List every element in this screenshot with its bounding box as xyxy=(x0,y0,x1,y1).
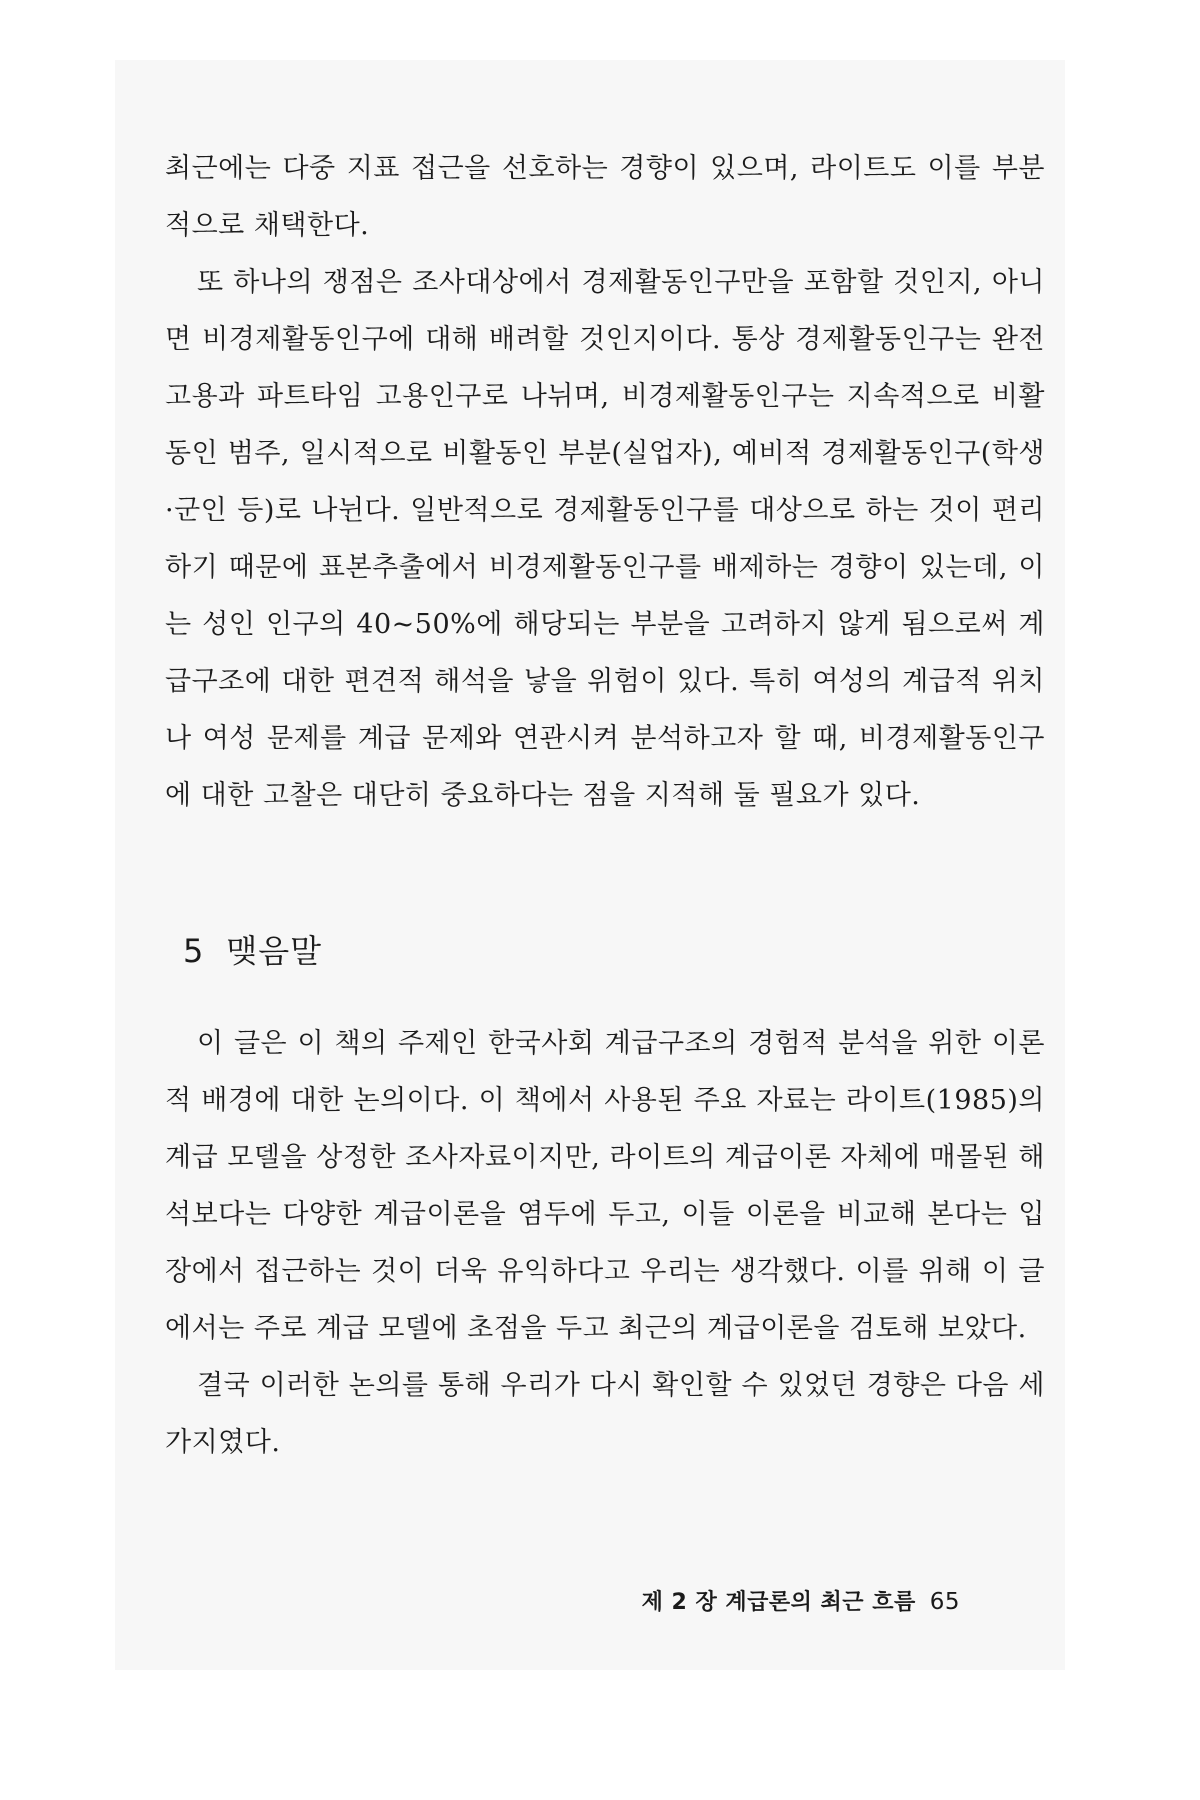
section-number: 5 xyxy=(183,932,205,970)
section-heading xyxy=(165,927,1045,975)
section-paragraph-1: 이 글은 이 책의 주제인 한국사회 계급구조의 경험적 분석을 위한 이론적 배경에 대한 논의이다. 이 책에서 사용된 주요 자료는 라이트(1985)의 계급 모델을 상정한 조사자료이지만, 라이트의 계급이론 자체에 매몰된 해석보다는 다양한 계급이론을 염두에 두고, 이들 이론을 비교해 본다는 입장에서 접근하는 것이 더욱 유익하다고 우리는 생각했다. 이를 위해 이 글에서는 주로 계급 모델에 초점을 두고 최근의 계급이론을 검토해 보았다. xyxy=(165,1028,1045,1344)
section-paragraph-2: 결국 이러한 논의를 통해 우리가 다시 확인할 수 있었던 경향은 다음 세 가지였다. xyxy=(165,1370,1045,1458)
body-paragraph-1: 최근에는 다중 지표 접근을 선호하는 경향이 있으며, 라이트도 이를 부분적으로 채택한다. xyxy=(165,153,1045,241)
page-number: 65 xyxy=(929,1589,960,1615)
body-paragraph-2: 또 하나의 쟁점은 조사대상에서 경제활동인구만을 포함할 것인지, 아니면 비경제활동인구에 대해 배려할 것인지이다. 통상 경제활동인구는 완전고용과 파트타임 고용인구로 나뉘며, 비경제활동인구는 지속적으로 비활동인 범주, 일시적으로 비활동인 부분(실업자), 예비적 경제활동인구(학생·군인 등)로 나뉜다. 일반적으로 경제활동인구를 대상으로 하는 것이 편리하기 때문에 표본추출에서 비경제활동인구를 배제하는 경향이 있는데, 이는 성인 인구의 40~50%에 해당되는 부분을 고려하지 않게 됨으로써 계급구조에 대한 편견적 해석을 낳을 위험이 있다. 특히 여성의 계급적 위치나 여성 문제를 계급 문제와 연관시켜 분석하고자 할 때, 비경제활동인구에 대한 고찰은 대단히 중요하다는 점을 지적해 둘 필요가 있다. xyxy=(165,267,1045,811)
running-title: 제 2 장 계급론의 최근 흐름 xyxy=(641,1590,916,1615)
page-footer xyxy=(642,1585,960,1616)
section-body xyxy=(165,1015,1045,1471)
page-content xyxy=(165,140,1045,1471)
section-title: 맺음말 xyxy=(226,932,323,970)
